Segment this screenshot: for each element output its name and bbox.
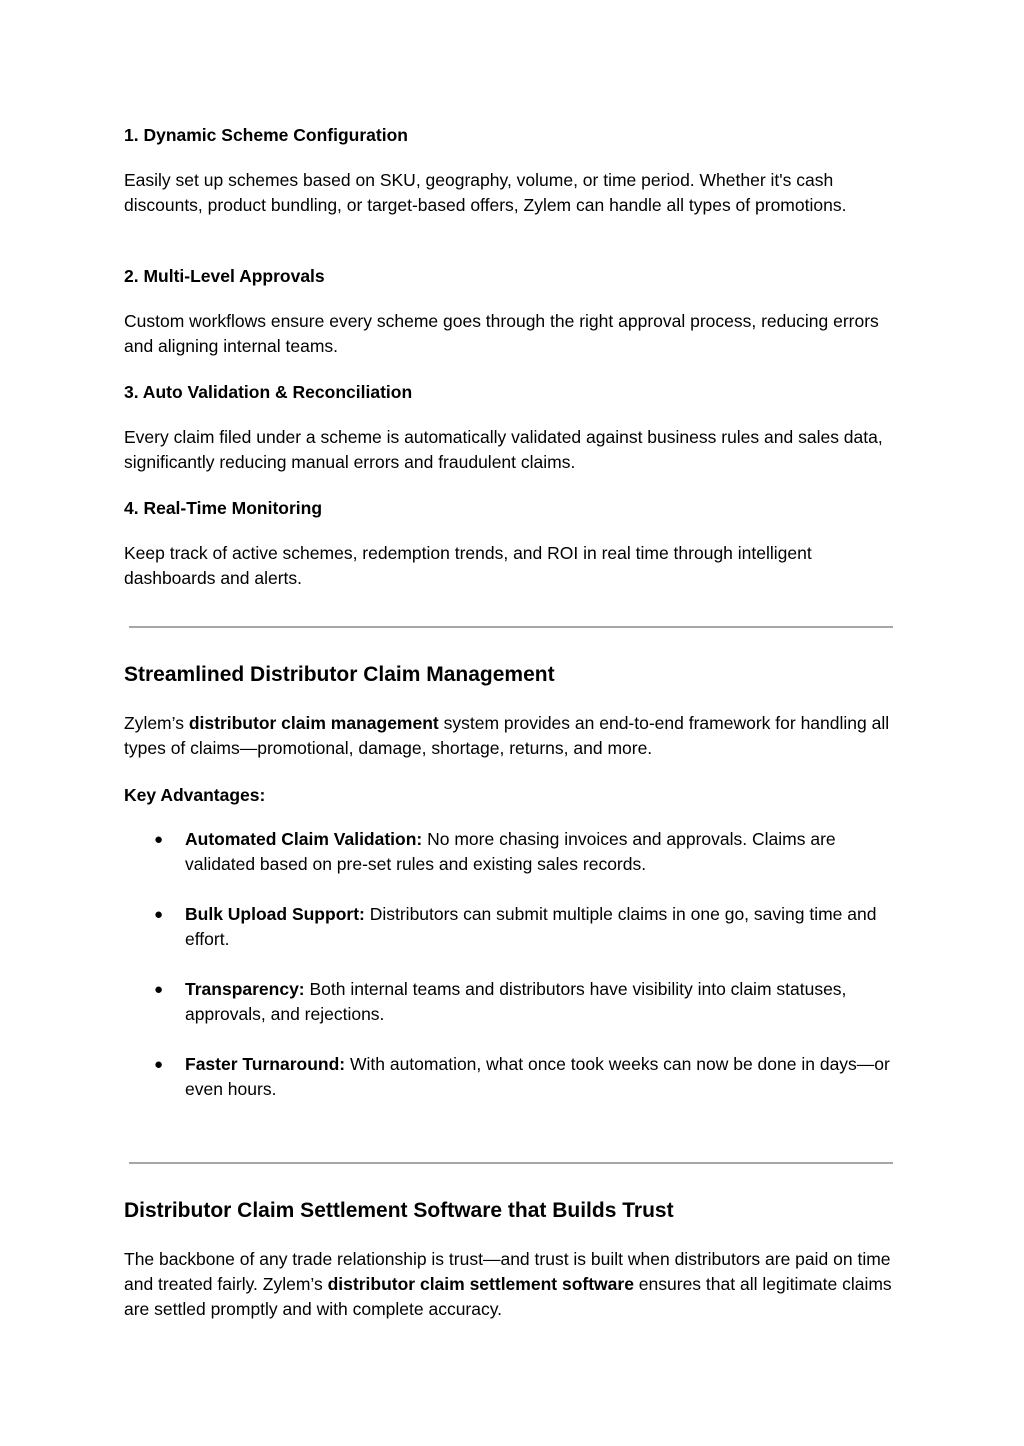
bullet-icon: ● xyxy=(154,1056,164,1073)
bullet-bold: Bulk Upload Support: xyxy=(185,904,365,924)
claims-intro xyxy=(124,711,900,761)
settlement-body-post: ensures that all legitimate claims are settled promptly and with complete accuracy. xyxy=(124,1274,892,1319)
bullet-bold: Faster Turnaround: xyxy=(185,1054,346,1074)
settlement-body-pre: The backbone of any trade relationship is trust—and trust is built when distributors are paid on time and treated fairly. Zylem’s xyxy=(124,1249,891,1294)
claims-heading: Streamlined Distributor Claim Management xyxy=(124,663,555,686)
claims-intro-pre: Zylem’s xyxy=(124,713,189,733)
bullet-text: With automation, what once took weeks can now be done in days—or even hours. xyxy=(185,1054,890,1099)
feature-3-title: 3. Auto Validation & Reconciliation xyxy=(124,382,413,402)
section-divider xyxy=(129,1162,893,1164)
feature-4-title: 4. Real-Time Monitoring xyxy=(124,498,323,518)
bullet-icon: ● xyxy=(154,831,164,848)
bullet-icon: ● xyxy=(154,906,164,923)
feature-2-body: Custom workflows ensure every scheme goes through the right approval process, reducing errors and aligning internal teams. xyxy=(124,311,879,356)
feature-1-title: 1. Dynamic Scheme Configuration xyxy=(124,125,408,145)
feature-4-body: Keep track of active schemes, redemption trends, and ROI in real time through intelligent dashboards and alerts. xyxy=(124,543,812,588)
claims-intro-post: system provides an end-to-end framework for handling all types of claims—promotional, damage, shortage, returns, and more. xyxy=(124,713,890,758)
settlement-heading: Distributor Claim Settlement Software that Builds Trust xyxy=(124,1199,674,1222)
feature-3-body: Every claim filed under a scheme is automatically validated against business rules and sales data, significantly reducing manual errors and fraudulent claims. xyxy=(124,427,883,472)
claims-intro-bold: distributor claim management xyxy=(188,713,439,733)
bullet-text: Both internal teams and distributors have visibility into claim statuses, approvals, and rejections. xyxy=(185,979,847,1024)
bullet-text: No more chasing invoices and approvals. Claims are validated based on pre-set rules and existing sales records. xyxy=(185,829,836,874)
bullet-text: Distributors can submit multiple claims in one go, saving time and effort. xyxy=(185,904,877,949)
feature-1-body: Easily set up schemes based on SKU, geography, volume, or time period. Whether it's cash discounts, product bundling, or target-based offers, Zylem can handle all types of promotions. xyxy=(124,170,847,215)
bullet-bold: Automated Claim Validation: xyxy=(185,829,423,849)
settlement-body xyxy=(124,1247,900,1322)
key-advantages-label: Key Advantages: xyxy=(124,785,266,805)
section-divider xyxy=(129,626,893,628)
bullet-bold: Transparency: xyxy=(185,979,305,999)
feature-2-title: 2. Multi-Level Approvals xyxy=(124,266,325,286)
settlement-body-bold: distributor claim settlement software xyxy=(327,1274,634,1294)
bullet-icon: ● xyxy=(154,981,164,998)
